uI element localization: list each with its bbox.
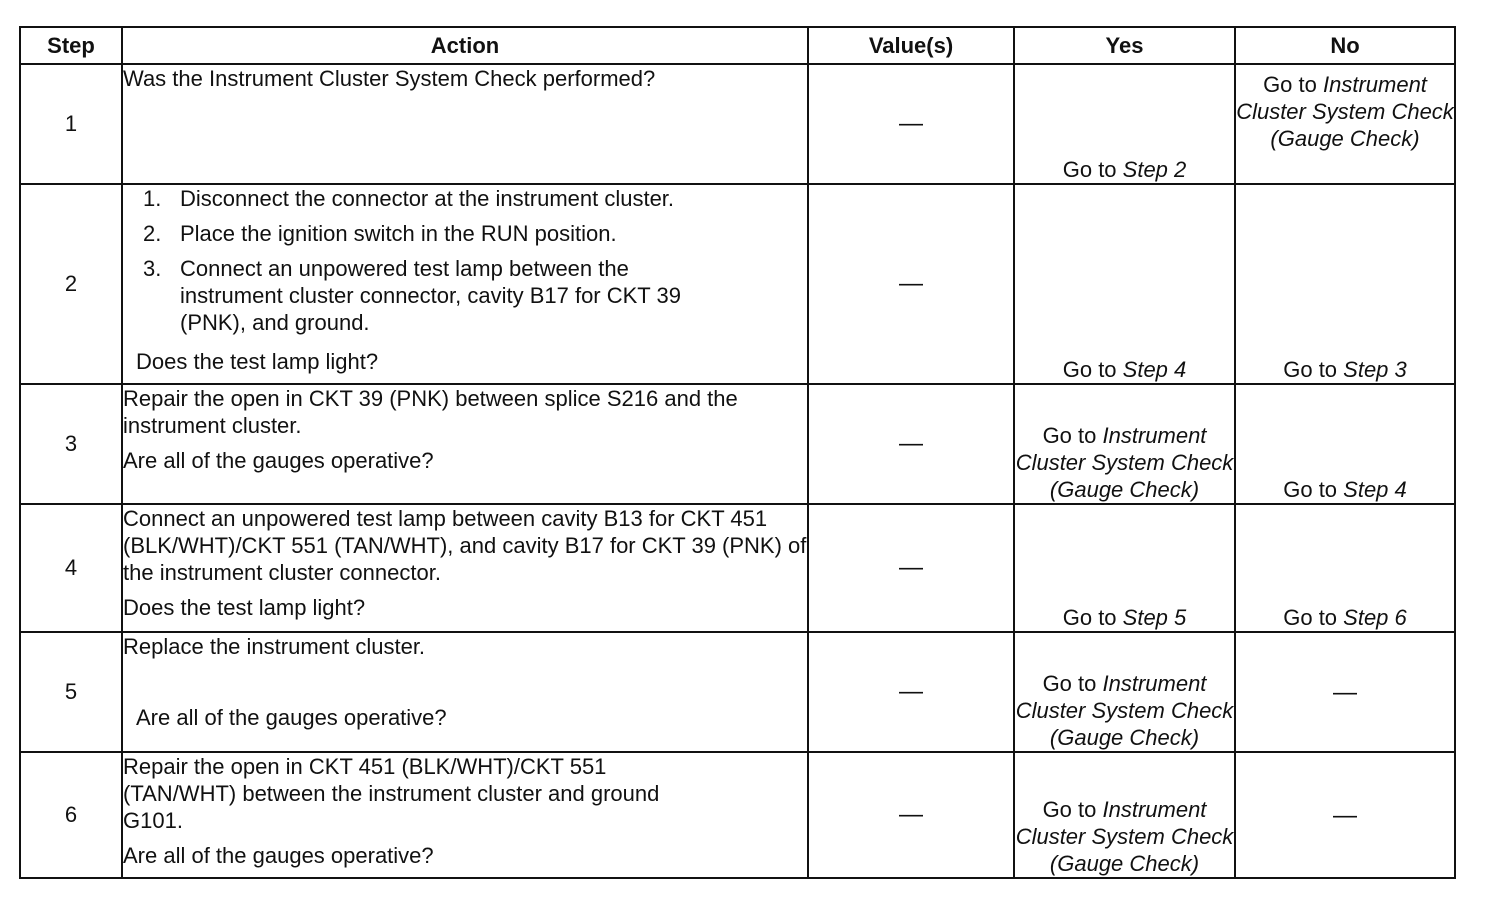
no-ref: Instrument Cluster System Check (Gauge Check) — [1236, 72, 1454, 151]
table-row — [20, 384, 1455, 504]
diagnostic-table — [19, 26, 1456, 879]
step-number: 4 — [20, 504, 122, 632]
substep-number: 3. — [143, 256, 162, 281]
no-prefix: Go to — [1283, 605, 1344, 630]
action-question: Are all of the gauges operative? — [123, 843, 434, 868]
yes-prefix: Go to — [1062, 605, 1123, 630]
action-question: Does the test lamp light? — [136, 349, 379, 374]
action-cell — [122, 632, 808, 752]
action-text: Repair the open in CKT 39 (PNK) between splice S216 and the instrument cluster. — [123, 386, 738, 438]
substep-item — [123, 255, 807, 336]
no-ref: Step 4 — [1343, 477, 1407, 502]
table-row — [20, 504, 1455, 632]
step-number: 5 — [20, 632, 122, 752]
yes-cell — [1014, 504, 1235, 632]
action-text: Connect an unpowered test lamp between cavity B13 for CKT 451 (BLK/WHT)/CKT 551 (TAN/WHT), and cavity B17 for CKT 39 (PNK) of the instrument cluster connector. — [123, 506, 807, 585]
header-step: Step — [20, 27, 122, 64]
action-cell — [122, 384, 808, 504]
table-row — [20, 632, 1455, 752]
action-question: Are all of the gauges operative? — [123, 448, 434, 473]
no-cell: — — [1235, 632, 1455, 752]
substep-number: 2. — [143, 221, 162, 246]
action-text: Was the Instrument Cluster System Check performed? — [123, 66, 656, 91]
table-row — [20, 752, 1455, 878]
action-question: Does the test lamp light? — [123, 595, 366, 620]
value-cell: — — [808, 184, 1014, 384]
no-cell — [1235, 184, 1455, 384]
value-cell: — — [808, 632, 1014, 752]
step-number: 1 — [20, 64, 122, 184]
no-prefix: Go to — [1283, 477, 1344, 502]
no-cell — [1235, 64, 1455, 184]
yes-cell — [1014, 184, 1235, 384]
step-number: 2 — [20, 184, 122, 384]
yes-ref: Instrument Cluster System Check (Gauge Check) — [1015, 797, 1234, 876]
yes-ref: Instrument Cluster System Check (Gauge Check) — [1015, 671, 1234, 750]
no-prefix: Go to — [1263, 72, 1323, 97]
no-ref: Step 6 — [1343, 605, 1407, 630]
yes-ref: Instrument Cluster System Check (Gauge Check) — [1015, 423, 1234, 502]
value-cell: — — [808, 384, 1014, 504]
yes-ref: Step 4 — [1122, 357, 1187, 382]
action-cell — [122, 752, 808, 878]
header-action: Action — [122, 27, 808, 64]
header-values: Value(s) — [808, 27, 1014, 64]
action-question: Are all of the gauges operative? — [136, 705, 447, 730]
substep-list — [123, 185, 807, 336]
substep-item — [123, 185, 807, 212]
yes-cell — [1014, 64, 1235, 184]
action-cell — [122, 64, 808, 184]
no-ref: Step 3 — [1343, 357, 1407, 382]
step-number: 3 — [20, 384, 122, 504]
header-no: No — [1235, 27, 1455, 64]
yes-prefix: Go to — [1062, 157, 1123, 182]
substep-text: Disconnect the connector at the instrument cluster. — [180, 186, 675, 211]
yes-prefix: Go to — [1062, 357, 1123, 382]
action-cell — [122, 184, 808, 384]
substep-number: 1. — [143, 186, 162, 211]
yes-cell — [1014, 384, 1235, 504]
value-cell: — — [808, 752, 1014, 878]
substep-item — [123, 220, 807, 247]
substep-text: Place the ignition switch in the RUN position. — [180, 221, 617, 246]
yes-prefix: Go to — [1042, 671, 1103, 696]
yes-cell — [1014, 752, 1235, 878]
substep-text: Connect an unpowered test lamp between the instrument cluster connector, cavity B17 for CKT 39 (PNK), and ground. — [180, 256, 681, 335]
value-cell: — — [808, 64, 1014, 184]
yes-prefix: Go to — [1042, 797, 1103, 822]
no-cell — [1235, 504, 1455, 632]
no-cell — [1235, 384, 1455, 504]
header-yes: Yes — [1014, 27, 1235, 64]
yes-cell — [1014, 632, 1235, 752]
table-row — [20, 184, 1455, 384]
header-row — [20, 27, 1455, 64]
no-cell: — — [1235, 752, 1455, 878]
yes-prefix: Go to — [1042, 423, 1103, 448]
action-text: Repair the open in CKT 451 (BLK/WHT)/CKT 551 (TAN/WHT) between the instrument cluster and ground G101. — [123, 754, 660, 833]
yes-ref: Step 2 — [1122, 157, 1187, 182]
no-prefix: Go to — [1283, 357, 1344, 382]
value-cell: — — [808, 504, 1014, 632]
table-row — [20, 64, 1455, 184]
step-number: 6 — [20, 752, 122, 878]
action-text: Replace the instrument cluster. — [123, 634, 426, 659]
yes-ref: Step 5 — [1122, 605, 1187, 630]
action-cell — [122, 504, 808, 632]
